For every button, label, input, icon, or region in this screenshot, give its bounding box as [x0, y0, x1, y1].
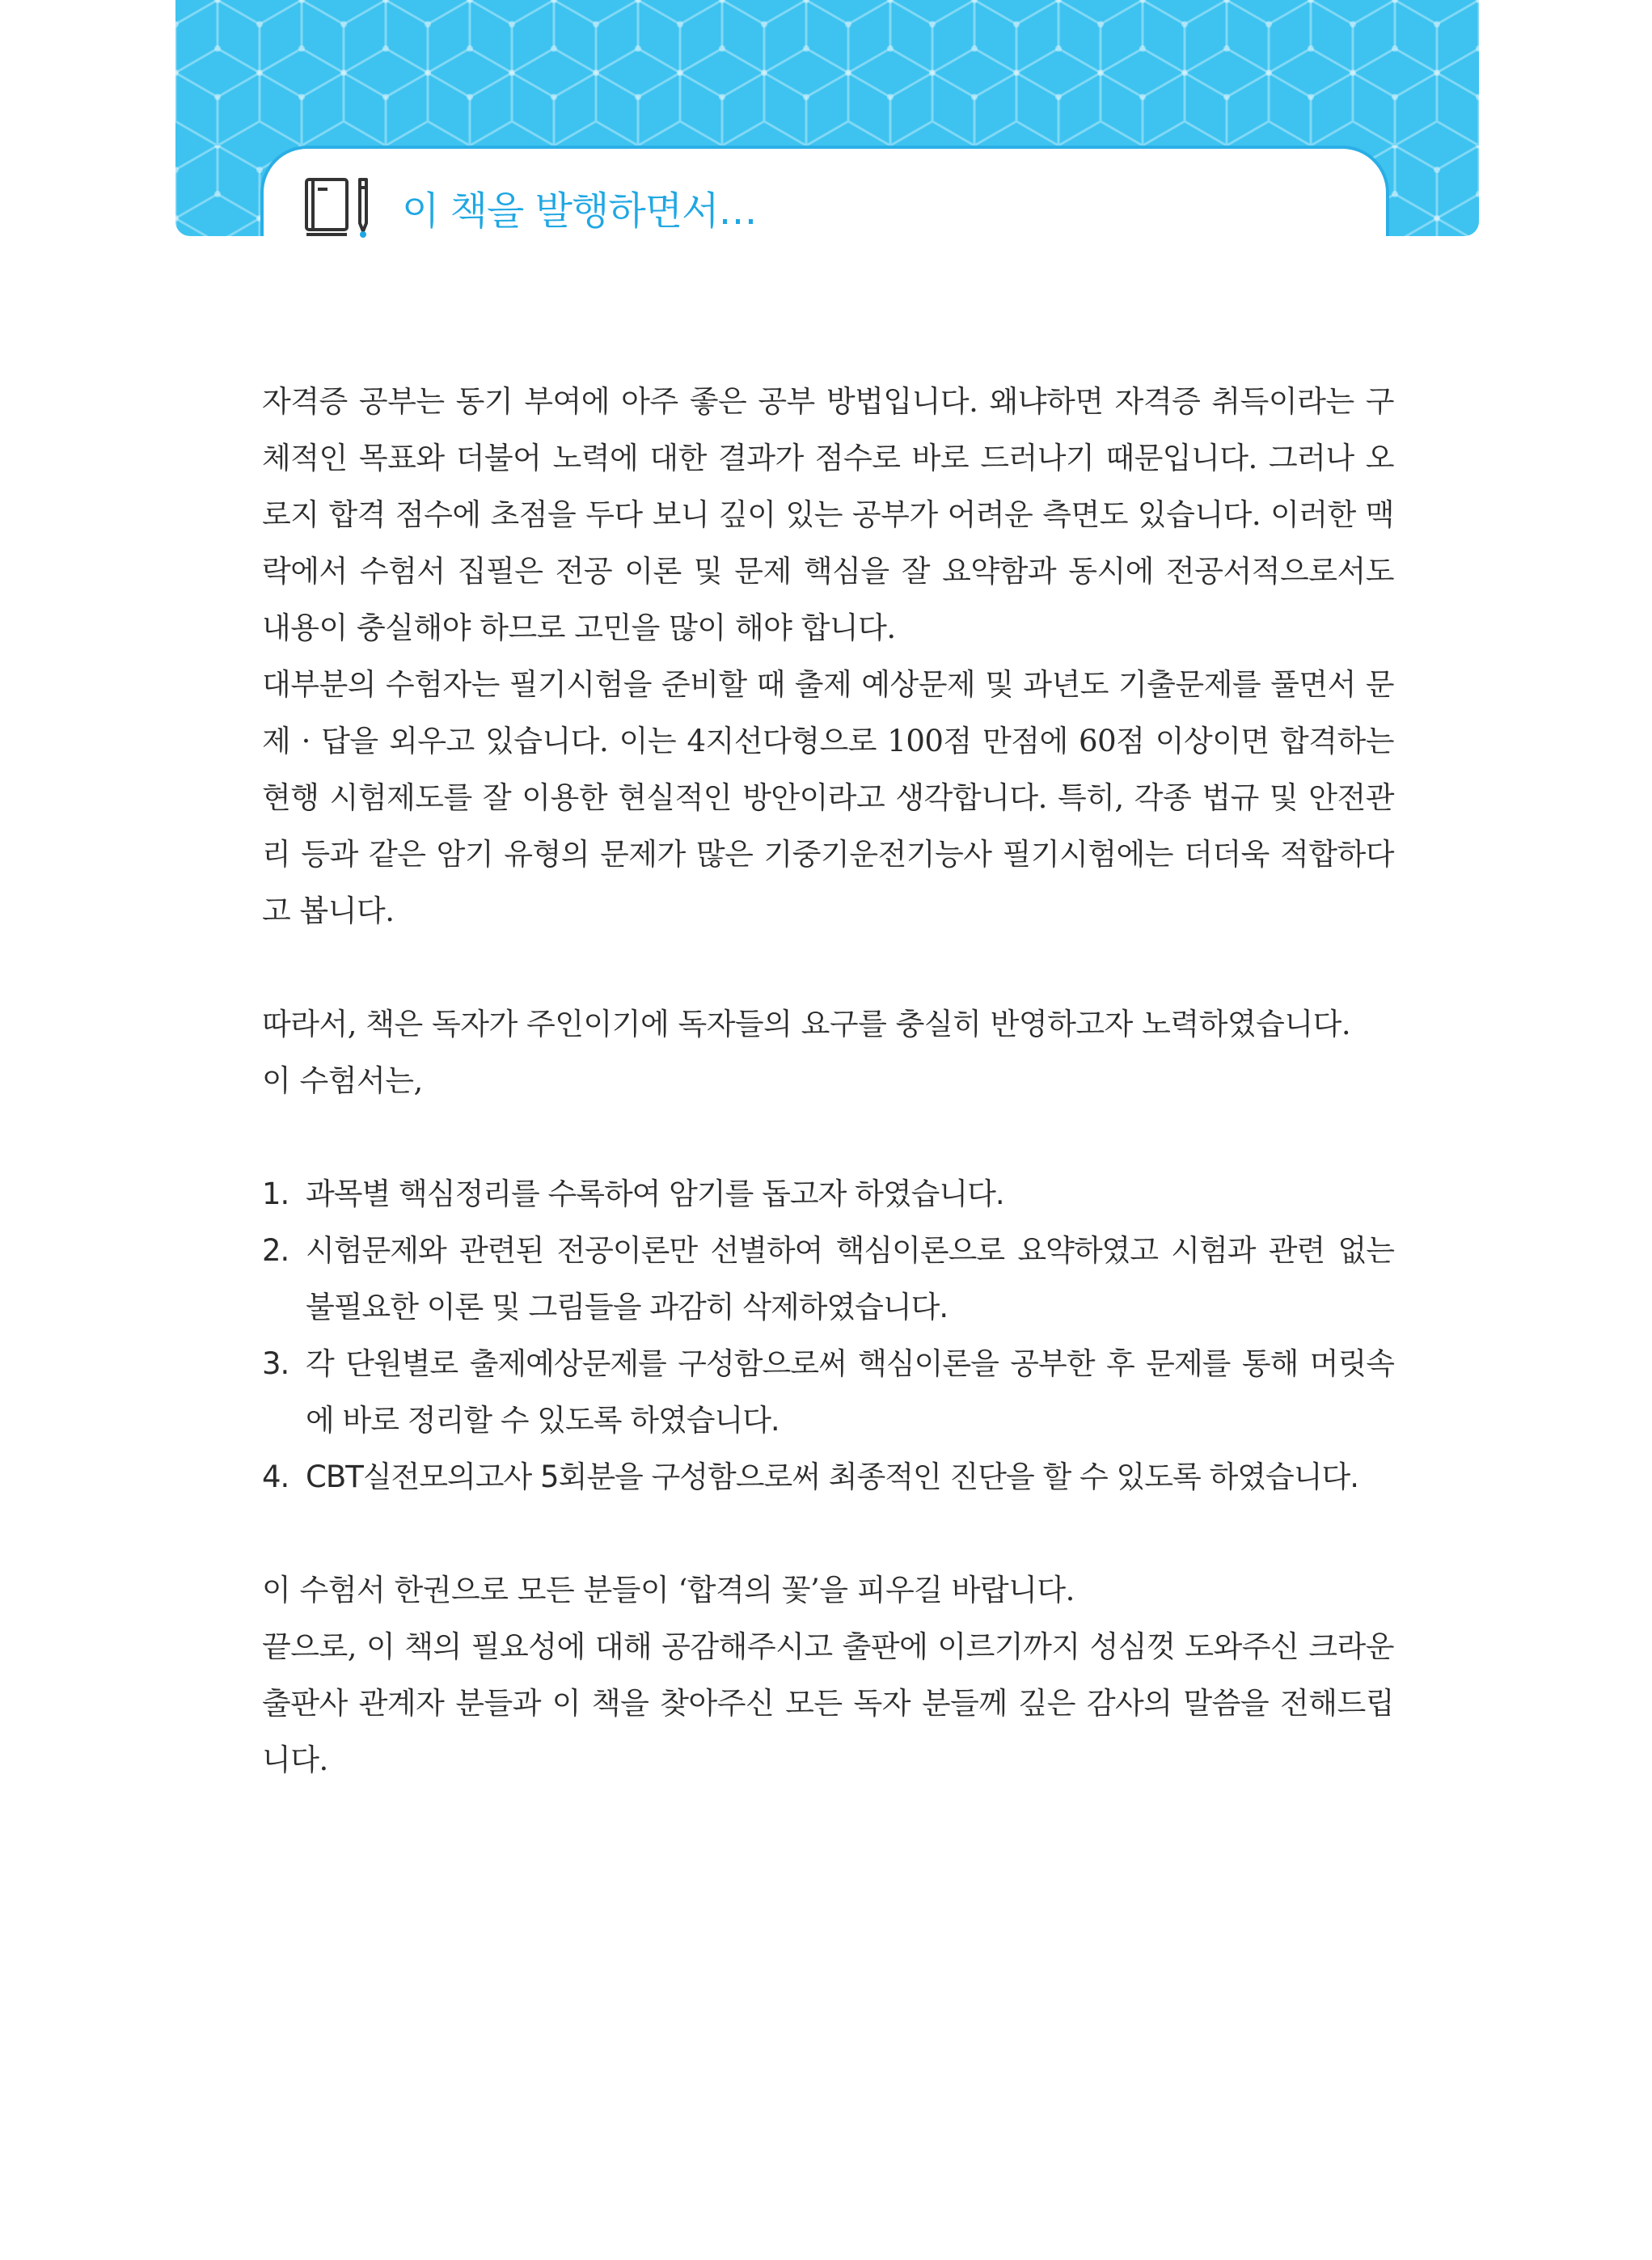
middle-line: 따라서, 책은 독자가 주인이기에 독자들의 요구를 충실히 반영하고자 노력하였습니다. [262, 1007, 1351, 1041]
header-title-row [303, 173, 756, 241]
list-item-text: 과목별 핵심정리를 수록하여 암기를 돕고자 하였습니다. [306, 1176, 1004, 1211]
title-tab-cover [256, 236, 1396, 268]
list-item [262, 1449, 1394, 1506]
closing-line: 이 수험서 한권으로 모든 분들이 ‘합격의 꽃’을 피우길 바랍니다. [262, 1573, 1075, 1607]
page-title: 이 책을 발행하면서… [402, 188, 757, 234]
list-item-number: 4. [262, 1459, 289, 1494]
list-item-number: 2. [262, 1233, 289, 1268]
list-item [262, 1336, 1394, 1449]
list-item-text: 시험문제와 관련된 전공이론만 선별하여 핵심이론으로 요약하였고 시험과 관련 없는 불필요한 이론 및 그림들을 과감히 삭제하였습니다. [306, 1233, 1394, 1324]
closing-paragraph: 끝으로, 이 책의 필요성에 대해 공감해주시고 출판에 이르기까지 성심껏 도와주신 크라운출판사 관계자 분들과 이 책을 찾아주신 모든 독자 분들께 깊은 감사의 말씀을 전해드립니다. [262, 1629, 1394, 1777]
feature-list [262, 1166, 1394, 1506]
list-item [262, 1223, 1394, 1336]
preface-body [262, 374, 1394, 1789]
intro-paragraph: 자격증 공부는 동기 부여에 아주 좋은 공부 방법입니다. 왜냐하면 자격증 취득이라는 구체적인 목표와 더불어 노력에 대한 결과가 점수로 바로 드러나기 때문입니다. 그러나 오로지 합격 점수에 초점을 두다 보니 깊이 있는 공부가 어려운 측면도 있습니다. 이러한 맥락에서 수험서 집필은 전공 이론 및 문제 핵심을 잘 요약함과 동시에 전공서적으로서도 내용이 충실해야 하므로 고민을 많이 해야 합니다. [262, 384, 1394, 645]
list-item-text: 각 단원별로 출제예상문제를 구성함으로써 핵심이론을 공부한 후 문제를 통해 머릿속에 바로 정리할 수 있도록 하였습니다. [306, 1346, 1394, 1438]
list-item [262, 1166, 1394, 1223]
list-item-text: CBT실전모의고사 5회분을 구성함으로써 최종적인 진단을 할 수 있도록 하였습니다. [306, 1459, 1358, 1494]
list-item-number: 3. [262, 1346, 289, 1381]
book-pen-icon [303, 175, 378, 239]
list-item-number: 1. [262, 1176, 289, 1211]
intro-paragraph: 대부분의 수험자는 필기시험을 준비할 때 출제 예상문제 및 과년도 기출문제를 풀면서 문제 · 답을 외우고 있습니다. 이는 4지선다형으로 100점 만점에 60점 이상이면 합격하는 현행 시험제도를 잘 이용한 현실적인 방안이라고 생각합니다. 특히, 각종 법규 및 안전관리 등과 같은 암기 유형의 문제가 많은 기중기운전기능사 필기시험에는 더더욱 적합하다고 봅니다. [262, 667, 1394, 928]
middle-line: 이 수험서는, [262, 1063, 423, 1098]
